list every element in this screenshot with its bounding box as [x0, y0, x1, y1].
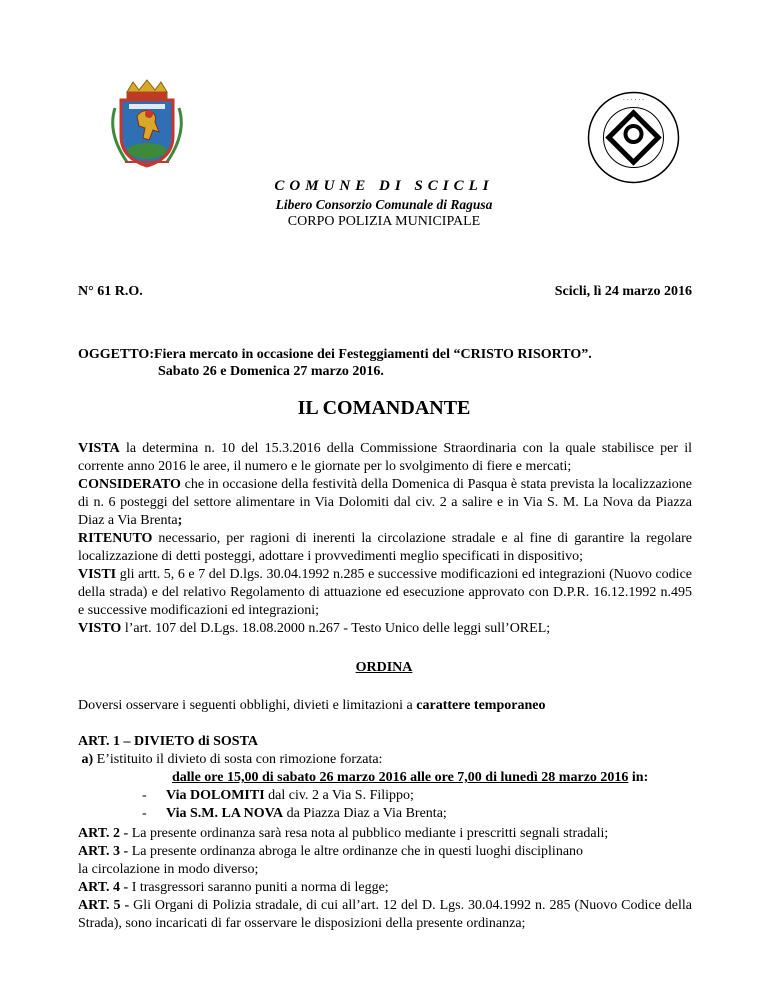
comune-heading: COMUNE DI SCICLI	[274, 178, 494, 194]
premise-considerato: CONSIDERATO che in occasione della festività della Domenica di Pasqua è stata prevista la localizzazione di n. 6 posteggi del settore alimentare in Via Dolomiti dal civ. 2 a salire e in Via S. M. La Nova da Piazza Diaz a Via Brenta;	[78, 477, 692, 528]
municipal-coat-of-arms-icon	[105, 78, 190, 168]
place-date: Scicli, lì 24 marzo 2016	[554, 284, 692, 299]
article-3: ART. 3 - La presente ordinanza abroga le altre ordinanze che in questi luoghi disciplinano	[78, 844, 584, 859]
consorzio-heading: Libero Consorzio Comunale di Ragusa	[275, 197, 493, 212]
subject-text-2: Sabato 26 e Domenica 27 marzo 2016.	[158, 364, 384, 379]
subject-text-1: Fiera mercato in occasione dei Festeggiamenti del “CRISTO RISORTO”.	[153, 347, 592, 362]
premise-ritenuto: RITENUTO necessario, per ragioni di inerenti la circolazione stradale e al fine di garantire la regolare localizzazione di detti posteggi, adottare i provvedimenti meglio specificati in dispositivo;	[78, 531, 692, 564]
street-item: - Via DOLOMITI dal civ. 2 a Via S. Filippo;	[142, 787, 692, 805]
premise-visto: VISTO l’art. 107 del D.Lgs. 18.08.2000 n.267 - Testo Unico delle leggi sull’OREL;	[78, 621, 551, 636]
ordinance-number: N° 61 R.O.	[78, 284, 143, 299]
street-item: - Via S.M. LA NOVA da Piazza Diaz a Via Brenta;	[142, 805, 692, 823]
intro-line: Doversi osservare i seguenti obblighi, divieti e limitazioni a carattere temporaneo	[78, 698, 546, 713]
corpo-heading: CORPO POLIZIA MUNICIPALE	[287, 214, 481, 229]
ordina-heading: ORDINA	[355, 660, 413, 675]
unesco-world-heritage-emblem-icon	[586, 90, 681, 185]
article-4: ART. 4 - I trasgressori saranno puniti a norma di legge;	[78, 880, 389, 895]
svg-text:· · · · · ·: · · · · · ·	[623, 97, 644, 104]
subject-label: OGGETTO:	[78, 347, 154, 362]
premise-vista: VISTA la determina n. 10 del 15.3.2016 della Commissione Straordinaria con la quale stabilisce per il corrente anno 2016 le aree, il numero e le giornate per lo svolgimento di fiere e mercati;	[78, 441, 692, 474]
street-list	[78, 787, 692, 823]
articles-block	[78, 825, 692, 933]
premise-visti: VISTI gli artt. 5, 6 e 7 del D.lgs. 30.04.1992 n.285 e successive modificazioni ed integrazioni (Nuovo codice della strada) e del relativo Regolamento di attuazione ed esecuzione approvato con D.P.R. 16.12.1992 n.495 e successive modificazioni ed integrazioni;	[78, 567, 692, 618]
article-1-period: dalle ore 15,00 di sabato 26 marzo 2016 alle ore 7,00 di lunedì 28 marzo 2016 in:	[172, 770, 649, 785]
article-2: ART. 2 - La presente ordinanza sarà resa nota al pubblico mediante i prescritti segnali stradali;	[78, 826, 609, 841]
article-1-title: ART. 1 – DIVIETO di SOSTA	[78, 734, 259, 749]
subject-line	[78, 346, 592, 364]
article-3-cont: la circolazione in modo diverso;	[78, 862, 259, 877]
premises-block	[78, 440, 692, 638]
page-title: IL COMANDANTE	[297, 397, 471, 419]
article-1-item: a) E’istituito il divieto di sosta con rimozione forzata:	[81, 752, 383, 767]
article-1	[78, 733, 692, 823]
article-5: ART. 5 - Gli Organi di Polizia stradale, di cui all’art. 12 del D. Lgs. 30.04.1992 n. 285 (Nuovo Codice della Strada), sono incaricati di far osservare le disposizioni della presente ordinanza;	[78, 898, 692, 931]
